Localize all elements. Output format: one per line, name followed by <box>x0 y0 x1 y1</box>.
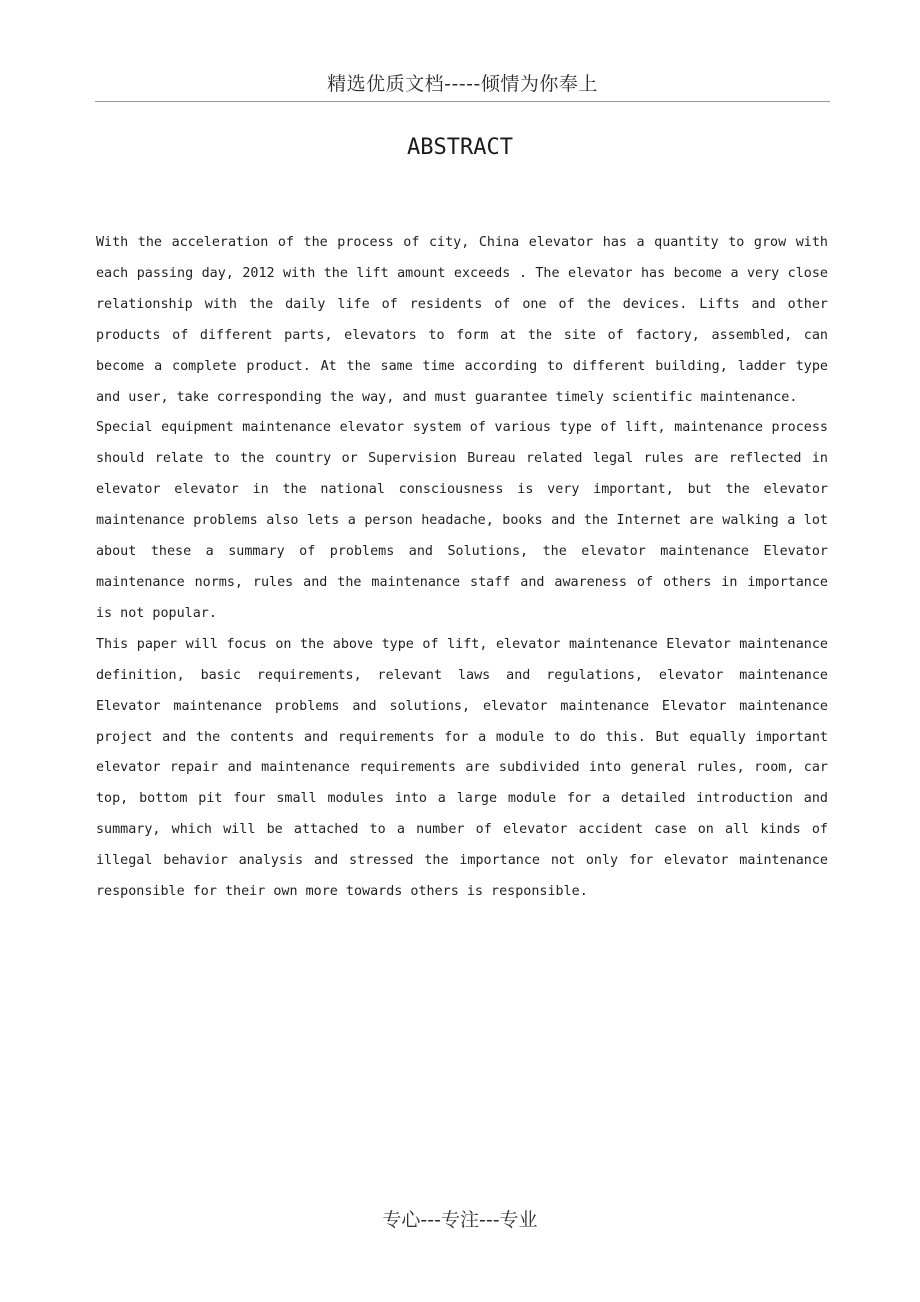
page-footer: 专心---专注---专业 <box>382 1209 538 1231</box>
header-text: 精选优质文档-----倾情为你奉上 <box>327 73 598 95</box>
abstract-body <box>96 228 828 908</box>
abstract-paragraph-2: Special equipment maintenance elevator system of various type of lift, maintenance process should relate to the country or Supervision Bureau related legal rules are reflected in elevator elevator in the national consciousness is very important, but the elevator maintenance problems also lets a person headache, books and the Internet are walking a lot about these a summary of problems and Solutions, the elevator maintenance Elevator maintenance norms, rules and the maintenance staff and awareness of others in importance is not popular. <box>96 420 828 621</box>
abstract-title: ABSTRACT <box>407 135 513 160</box>
abstract-paragraph-1: With the acceleration of the process of city, China elevator has a quantity to grow with each passing day, 2012 with the lift amount exceeds . The elevator has become a very close relationship with the daily life of residents of one of the devices. Lifts and other products of different parts, elevators to form at the site of factory, assembled, can become a complete product. At the same time according to different building, ladder type and user, take corresponding the way, and must guarantee timely scientific maintenance. <box>96 235 828 405</box>
abstract-paragraph-3: This paper will focus on the above type of lift, elevator maintenance Elevator maintenance definition, basic requirements, relevant laws and regulations, elevator maintenance Elevator maintenance problems and solutions, elevator maintenance Elevator maintenance project and the contents and requirements for a module to do this. But equally important elevator repair and maintenance requirements are subdivided into general rules, room, car top, bottom pit four small modules into a large module for a detailed introduction and summary, which will be attached to a number of elevator accident case on all kinds of illegal behavior analysis and stressed the importance not only for elevator maintenance responsible for their own more towards others is responsible. <box>96 636 828 900</box>
page-header <box>95 70 830 102</box>
